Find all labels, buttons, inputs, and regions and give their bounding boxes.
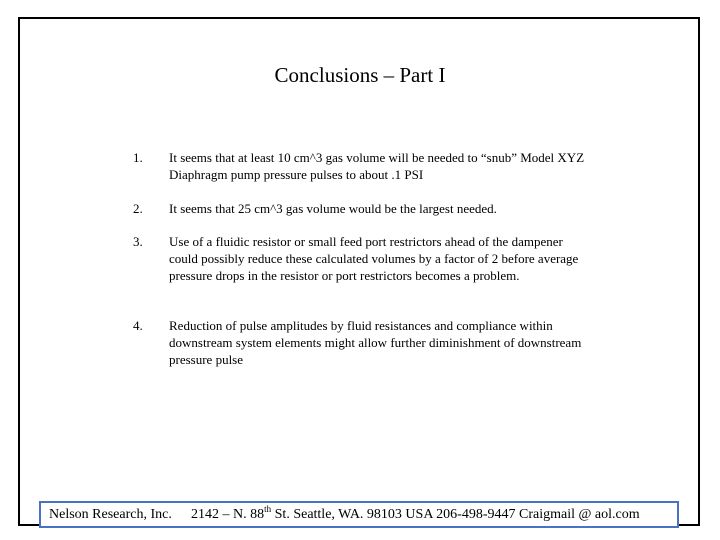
item-number: 2. [133, 201, 143, 216]
item-text: Reduction of pulse amplitudes by fluid resistances and compliance within downstream system elements might allow further diminishment of downstream pressure pulse [169, 318, 582, 367]
slide-title: Conclusions – Part I [274, 63, 446, 87]
footer-company: Nelson Research, Inc. [49, 507, 172, 522]
item-text: Use of a fluidic resistor or small feed port restrictors ahead of the dampener could possibly reduce these calculated volumes by a factor of 2 before average pressure drops in the resistor or port restrictors becomes a problem. [169, 234, 579, 283]
footer-address-street-number: 2142 – N. 88 [191, 507, 265, 522]
item-number: 3. [133, 234, 143, 249]
footer-address-rest: St. Seattle, WA. 98103 USA 206-498-9447 Craigmail @ aol.com [271, 507, 640, 522]
item-text: It seems that at least 10 cm^3 gas volume will be needed to “snub” Model XYZ Diaphragm pump pressure pulses to about .1 PSI [169, 150, 585, 182]
item-number: 1. [133, 150, 143, 165]
footer-bar [39, 501, 679, 528]
footer-address-ordinal: th [264, 504, 272, 514]
footer-address [191, 503, 640, 526]
item-text: It seems that 25 cm^3 gas volume would be the largest needed. [169, 201, 497, 216]
item-number: 4. [133, 318, 143, 333]
